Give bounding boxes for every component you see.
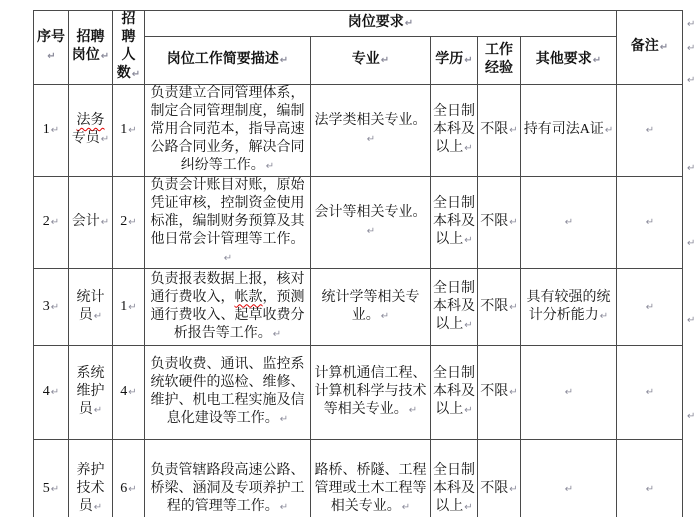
header-position: 招聘岗位↵ (69, 11, 113, 85)
spellcheck-flagged-text: 帐款 (234, 289, 263, 305)
paragraph-mark-icon: ↵ (687, 43, 696, 54)
paragraph-mark-icon (686, 14, 698, 30)
paragraph-mark-icon: ↵ (645, 387, 655, 398)
paragraph-mark-icon: ↵ (509, 387, 518, 398)
paragraph-mark-icon: ↵ (265, 161, 275, 172)
paragraph-mark-icon: ↵ (279, 414, 289, 425)
table-row-system-maintainer (34, 346, 683, 440)
cell-description: 负责会计账目对账，原始凭证审核，控制资金使用标准，编制财务预算及其他日常会计管理等工作。↵ (145, 177, 311, 269)
cell-serial: 5↵ (34, 440, 69, 517)
paragraph-mark-icon: ↵ (100, 134, 110, 145)
paragraph-mark-icon: ↵ (380, 54, 390, 66)
paragraph-mark-icon: ↵ (128, 301, 137, 313)
paragraph-mark-icon: ↵ (93, 310, 103, 322)
cell-remarks (617, 440, 683, 517)
cell-other (521, 177, 617, 269)
cell-count: 1↵ (113, 269, 145, 346)
paragraph-mark-icon: ↵ (687, 315, 696, 326)
paragraph-mark-icon (686, 406, 698, 422)
cell-experience: 不限↵ (478, 269, 521, 346)
paragraph-mark-icon (686, 70, 698, 86)
cell-other: 具有较强的统计分析能力↵ (521, 269, 617, 346)
paragraph-mark-icon: ↵ (687, 19, 696, 30)
header-remarks: 备注↵ (617, 11, 683, 85)
paragraph-mark-icon: ↵ (464, 143, 473, 154)
paragraph-mark-icon: ↵ (100, 51, 110, 62)
paragraph-mark-icon: ↵ (272, 328, 282, 340)
cell-description (145, 269, 311, 346)
paragraph-mark-icon: ↵ (128, 125, 137, 136)
paragraph-mark-icon: ↵ (687, 411, 696, 422)
paragraph-mark-icon: ↵ (509, 301, 518, 313)
paragraph-mark-icon: ↵ (464, 54, 473, 66)
paragraph-mark-icon: ↵ (687, 75, 696, 86)
paragraph-mark-icon: ↵ (564, 387, 574, 398)
header-count: 招聘人数↵ (113, 11, 145, 85)
paragraph-mark-icon: ↵ (47, 51, 56, 62)
cell-remarks (617, 177, 683, 269)
paragraph-mark-icon: ↵ (464, 502, 473, 513)
paragraph-mark-icon: ↵ (366, 134, 376, 145)
paragraph-mark-icon: ↵ (564, 484, 574, 495)
cell-count: 2↵ (113, 177, 145, 269)
paragraph-mark-icon: ↵ (599, 310, 609, 322)
paragraph-mark-icon: ↵ (687, 163, 696, 174)
paragraph-mark-icon: ↵ (401, 502, 411, 513)
cell-major: 统计学等相关专业。↵ (311, 269, 431, 346)
header-other: 其他要求↵ (521, 36, 617, 84)
paragraph-mark-icon: ↵ (645, 301, 655, 313)
paragraph-mark-icon: ↵ (93, 502, 103, 513)
description-text: ，预测通行费收入、起草收费分析报告等工作。 (150, 289, 305, 341)
cell-description: 负责管辖路段高速公路、桥梁、涵洞及专项养护工程的管理等工作。↵ (145, 440, 311, 517)
paragraph-mark-icon: ↵ (645, 125, 655, 136)
cell-position: 系统维护员↵ (69, 346, 113, 440)
cell-experience: 不限↵ (478, 85, 521, 177)
paragraph-mark-icon: ↵ (380, 310, 390, 322)
paragraph-mark-icon: ↵ (50, 387, 60, 398)
cell-major: 计算机通信工程、计算机科学与技术等相关专业。↵ (311, 346, 431, 440)
paragraph-mark-icon: ↵ (509, 484, 518, 495)
header-major: 专业↵ (311, 36, 431, 84)
cell-serial: 4↵ (34, 346, 69, 440)
table-row-statistician (34, 269, 683, 346)
cell-major: 会计等相关专业。↵ (311, 177, 431, 269)
paragraph-mark-icon: ↵ (464, 235, 473, 246)
paragraph-mark-icon: ↵ (509, 217, 518, 228)
cell-other (521, 440, 617, 517)
cell-count: 6↵ (113, 440, 145, 517)
paragraph-mark-icon: ↵ (509, 125, 518, 136)
description-text: 负责报表数据上报，核对通行费收入， (150, 271, 305, 305)
spellcheck-flagged-text: 法务 (76, 113, 105, 128)
paragraph-mark-icon: ↵ (564, 217, 574, 228)
cell-position: 养护技术员↵ (69, 440, 113, 517)
header-education: 学历↵ (431, 36, 478, 84)
header-description: 岗位工作简要描述↵ (145, 36, 311, 84)
cell-remarks (617, 346, 683, 440)
cell-serial: 1↵ (34, 85, 69, 177)
paragraph-mark-icon (686, 38, 698, 54)
cell-description: 负责收费、通讯、监控系统软硬件的巡检、维修、维护、机电工程实施及信息化建设等工作。↵ (145, 346, 311, 440)
cell-remarks (617, 85, 683, 177)
table-row-maintenance-technician (34, 440, 683, 517)
recruitment-table (33, 10, 683, 517)
cell-education: 全日制本科及以上↵ (431, 346, 478, 440)
position-text: 专员↵ (71, 131, 110, 146)
table-row-legal-specialist (34, 85, 683, 177)
cell-remarks (617, 269, 683, 346)
paragraph-mark-icon: ↵ (408, 405, 418, 416)
paragraph-mark-icon: ↵ (223, 253, 233, 264)
paragraph-mark-icon (686, 233, 698, 249)
paragraph-mark-icon: ↵ (128, 217, 137, 228)
cell-major: 路桥、桥隧、工程管理或土木工程等相关专业。↵ (311, 440, 431, 517)
paragraph-mark-icon: ↵ (50, 484, 60, 495)
paragraph-mark-icon: ↵ (100, 217, 110, 228)
paragraph-mark-icon: ↵ (50, 125, 60, 136)
cell-major: 法学类相关专业。↵ (311, 85, 431, 177)
cell-position: 统计员↵ (69, 269, 113, 346)
paragraph-mark-icon: ↵ (687, 238, 696, 249)
header-row-1 (34, 11, 683, 37)
cell-experience: 不限↵ (478, 177, 521, 269)
cell-experience: 不限↵ (478, 346, 521, 440)
cell-experience: 不限↵ (478, 440, 521, 517)
paragraph-mark-icon: ↵ (131, 69, 141, 80)
cell-count: 4↵ (113, 346, 145, 440)
cell-position: 会计↵ (69, 177, 113, 269)
cell-education: 全日制本科及以上↵ (431, 177, 478, 269)
cell-education: 全日制本科及以上↵ (431, 269, 478, 346)
cell-serial: 2↵ (34, 177, 69, 269)
cell-serial: 3↵ (34, 269, 69, 346)
paragraph-mark-icon: ↵ (366, 226, 376, 237)
cell-other: 持有司法A证↵ (521, 85, 617, 177)
paragraph-mark-icon: ↵ (464, 319, 473, 331)
paragraph-mark-icon: ↵ (50, 217, 60, 228)
header-experience: 工作经验 (478, 36, 521, 84)
paragraph-mark-icon: ↵ (645, 484, 655, 495)
paragraph-mark-icon: ↵ (604, 125, 614, 136)
header-requirements-group: 岗位要求↵ (145, 11, 617, 37)
cell-count: 1↵ (113, 85, 145, 177)
paragraph-mark-icon: ↵ (645, 217, 655, 228)
paragraph-mark-icon: ↵ (659, 42, 669, 53)
paragraph-mark-icon: ↵ (50, 301, 60, 313)
cell-education: 全日制本科及以上↵ (431, 85, 478, 177)
paragraph-mark-icon: ↵ (279, 502, 289, 513)
paragraph-mark-icon (686, 158, 698, 174)
paragraph-mark-icon: ↵ (592, 54, 602, 66)
paragraph-mark-icon: ↵ (128, 387, 137, 398)
paragraph-mark-icon: ↵ (93, 405, 103, 416)
paragraph-mark-icon: ↵ (279, 54, 289, 66)
cell-other (521, 346, 617, 440)
header-serial: 序号↵ (34, 11, 69, 85)
paragraph-mark-icon (686, 310, 698, 326)
cell-description: 负责建立合同管理体系，制定合同管理制度，编制常用合同范本，指导高速公路合同业务，解决合同纠纷等工作。↵ (145, 85, 311, 177)
cell-position (69, 85, 113, 177)
table-row-accountant (34, 177, 683, 269)
paragraph-mark-icon: ↵ (464, 405, 473, 416)
paragraph-mark-icon: ↵ (128, 484, 137, 495)
paragraph-mark-icon: ↵ (404, 17, 414, 29)
cell-education: 全日制本科及以上↵ (431, 440, 478, 517)
